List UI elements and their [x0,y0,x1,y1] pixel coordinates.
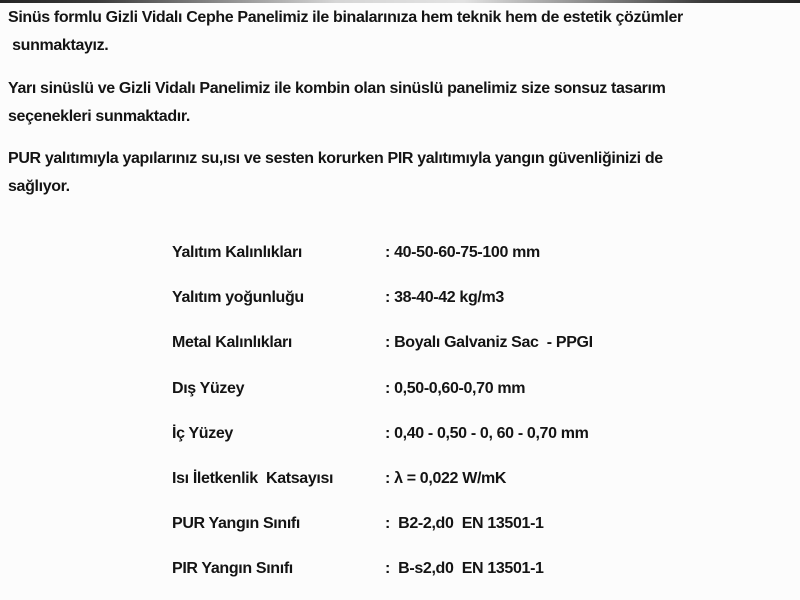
spec-label: Isı İletkenlik Katsayısı [172,469,334,487]
spec-row [172,330,593,375]
spec-row [172,240,593,285]
spec-value: : B-s2,d0 EN 13501-1 [385,560,544,578]
spec-value: : λ = 0,022 W/mK [385,469,507,487]
spec-value: : 0,50-0,60-0,70 mm [385,379,526,397]
paragraph-line: sağlıyor. [8,178,70,195]
spec-value: : 38-40-42 kg/m3 [385,289,504,307]
spec-value: : B2-2,d0 EN 13501-1 [385,515,544,533]
spec-label: PIR Yangın Sınıfı [172,560,293,578]
spec-row [172,376,593,421]
spec-row [172,556,593,600]
spec-table [172,240,593,600]
spec-label: Yalıtım Kalınlıkları [172,244,302,261]
spec-value: : 0,40 - 0,50 - 0, 60 - 0,70 mm [385,424,589,442]
spec-value: : 40-50-60-75-100 mm [385,244,540,261]
intro-paragraph-3 [8,145,792,201]
spec-label: Dış Yüzey [172,379,245,397]
spec-label: PUR Yangın Sınıfı [172,515,300,533]
paragraph-line: PUR yalıtımıyla yapılarınız su,ısı ve sesten korurken PIR yalıtımıyla yangın güvenliğinizi de [8,150,663,167]
intro-paragraph-2 [8,75,792,131]
spec-value: : Boyalı Galvaniz Sac - PPGI [385,334,593,352]
top-edge-strip [0,0,800,3]
spec-row [172,285,593,330]
paragraph-line: sunmaktayız. [8,37,109,54]
intro-paragraph-1 [8,4,792,60]
spec-row [172,466,593,511]
paragraph-line: seçenekleri sunmaktadır. [8,108,190,125]
spec-row [172,421,593,466]
spec-label: Metal Kalınlıkları [172,334,292,352]
paragraph-line: Sinüs formlu Gizli Vidalı Cephe Panelimiz ile binalarınıza hem teknik hem de estetik çözümler [8,9,683,26]
spec-label: Yalıtım yoğunluğu [172,289,304,307]
paragraph-line: Yarı sinüslü ve Gizli Vidalı Panelimiz ile kombin olan sinüslü panelimiz size sonsuz tasarım [8,80,666,97]
spec-row [172,511,593,556]
spec-label: İç Yüzey [172,424,233,442]
